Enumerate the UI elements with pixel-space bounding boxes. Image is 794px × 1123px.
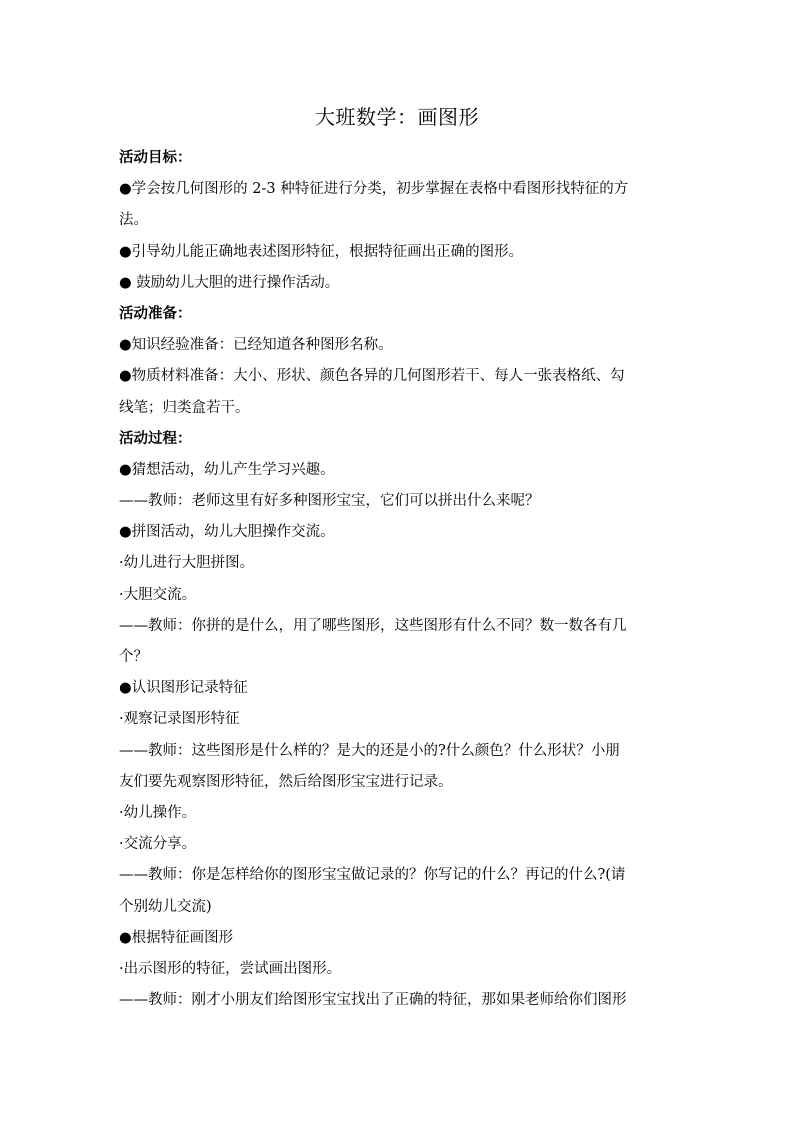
section-heading: 活动目标： — [119, 150, 192, 166]
paragraph-line: ——教师：你是怎样给你的图形宝宝做记录的？你写记的什么？再记的什么?(请 — [119, 867, 626, 884]
paragraph-line: ·大胆交流。 — [119, 586, 197, 603]
paragraph-line: ●知识经验准备：已经知道各种图形名称。 — [119, 337, 393, 354]
paragraph-line: 线笔；归类盒若干。 — [119, 399, 250, 416]
paragraph-line: ●学会按几何图形的 2-3 种特征进行分类，初步掌握在表格中看图形找特征的方 — [119, 181, 629, 198]
paragraph-line: ·观察记录图形特征 — [119, 711, 240, 728]
paragraph-line: 个？ — [119, 649, 148, 665]
section-heading: 活动准备： — [119, 305, 192, 322]
paragraph-line: ——教师：刚才小朋友们给图形宝宝找出了正确的特征，那如果老师给你们图形 — [119, 992, 627, 1009]
paragraph-line: 法。 — [119, 212, 148, 229]
paragraph-line: ·幼儿进行大胆拼图。 — [119, 555, 255, 572]
paragraph-line: ●认识图形记录特征 — [119, 680, 248, 697]
paragraph-line: ·交流分享。 — [119, 836, 197, 853]
section-heading: 活动过程： — [119, 430, 192, 447]
paragraph-line: ——教师：你拼的是什么，用了哪些图形，这些图形有什么不同？数一数各有几 — [119, 617, 627, 634]
paragraph-line: ●引导幼儿能正确地表述图形特征，根据特征画出正确的图形。 — [119, 243, 524, 260]
paragraph-line: ——教师：老师这里有好多种图形宝宝，它们可以拼出什么来呢？ — [119, 493, 540, 510]
paragraph-line: ● 鼓励幼儿大胆的进行操作活动。 — [119, 274, 340, 291]
document-body — [119, 143, 681, 1016]
paragraph-line: 友们要先观察图形特征，然后给图形宝宝进行记录。 — [119, 773, 453, 790]
paragraph-line: ●根据特征画图形 — [119, 929, 234, 946]
paragraph-line: ●拼图活动，幼儿大胆操作交流。 — [119, 524, 335, 541]
paragraph-line: ●猜想活动，幼儿产生学习兴趣。 — [119, 461, 335, 478]
paragraph-line: ●物质材料准备：大小、形状、颜色各异的几何图形若干、每人一张表格纸、勾 — [119, 368, 625, 385]
paragraph-line: ·出示图形的特征，尝试画出图形。 — [119, 960, 342, 977]
paragraph-line: ·幼儿操作。 — [119, 804, 197, 821]
paragraph-line: 个别幼儿交流) — [119, 898, 212, 915]
paragraph-line: ——教师：这些图形是什么样的？是大的还是小的?什么颜色？什么形状？小朋 — [119, 742, 620, 759]
document-title: 大班数学：画图形 — [315, 105, 479, 129]
